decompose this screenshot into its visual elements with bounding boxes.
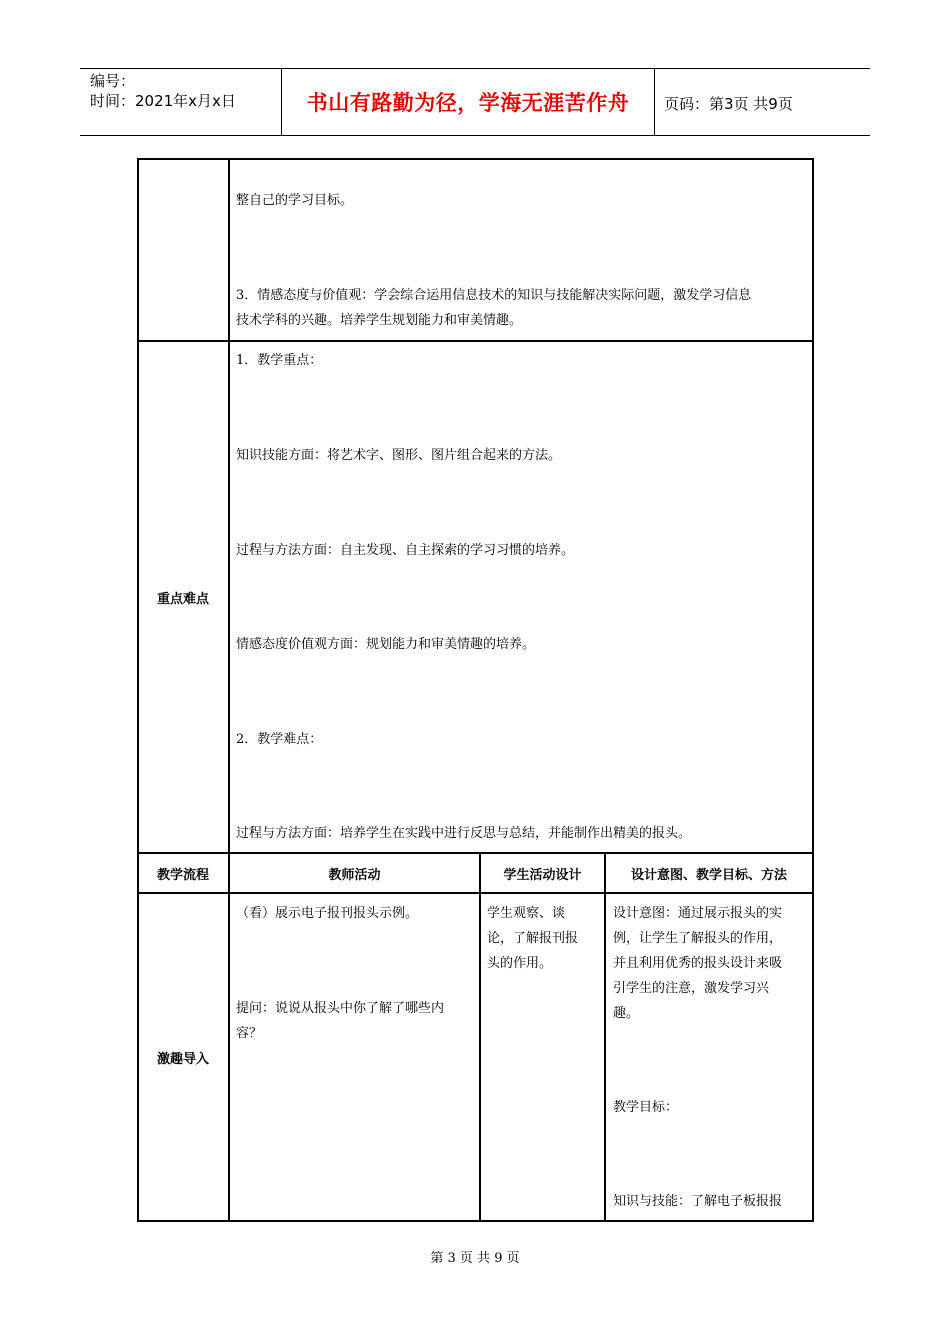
document-time-label: 时间：2021年x月x日	[90, 92, 236, 110]
teacher-activity-2a: 提问：说说从报头中你了解了哪些内	[236, 1001, 445, 1016]
key-points-label: 重点难点	[156, 592, 209, 607]
table-border-top	[137, 158, 814, 160]
col-header-teacher: 教师活动	[328, 868, 381, 883]
key-point-knowledge: 知识技能方面：将艺术字、图形、图片组合起来的方法。	[236, 448, 562, 463]
page-code: 页码：第3页 共9页	[664, 95, 793, 113]
student-activity-1: 学生观察、谈	[487, 906, 566, 921]
teacher-activity-1: （看）展示电子报刊报头示例。	[236, 906, 419, 921]
col-header-design: 设计意图、教学目标、方法	[630, 868, 787, 883]
design-intent-2: 例，让学生了解报头的作用，	[613, 931, 783, 946]
objectives-text-3: 技术学科的兴趣。培养学生规划能力和审美情趣。	[236, 313, 523, 328]
design-intent-5: 趣。	[613, 1006, 640, 1021]
header-divider-right	[654, 68, 655, 136]
design-intent-4: 引学生的注意，激发学习兴	[613, 981, 770, 996]
key-point-process: 过程与方法方面：自主发现、自主探索的学习习惯的培养。	[236, 543, 575, 558]
col-header-student: 学生活动设计	[503, 868, 582, 883]
table-col-divider-2	[479, 852, 481, 1222]
page-footer: 第 3 页 共 9 页	[430, 1251, 520, 1266]
teaching-goal-heading: 教学目标：	[613, 1100, 679, 1115]
student-activity-2: 论，了解报刊报	[487, 931, 579, 946]
table-rule-row1	[137, 340, 814, 342]
intro-label: 激趣导入	[156, 1052, 209, 1067]
key-point-attitude: 情感态度价值观方面：规划能力和审美情趣的培养。	[236, 637, 536, 652]
teacher-activity-2b: 容？	[236, 1026, 263, 1041]
table-rule-row3	[137, 892, 814, 894]
objectives-text-2: 3．情感态度与价值观：学会综合运用信息技术的知识与技能解决实际问题，激发学习信息	[236, 288, 752, 303]
design-intent-3: 并且利用优秀的报头设计来吸	[613, 956, 783, 971]
teaching-goal-knowledge: 知识与技能：了解电子板报报	[613, 1194, 783, 1209]
header-motto: 书山有路勤为径，学海无涯苦作舟	[306, 91, 630, 115]
design-intent-1: 设计意图：通过展示报头的实	[613, 906, 783, 921]
col-header-flow: 教学流程	[156, 868, 209, 883]
lesson-plan-table	[137, 158, 814, 1222]
key-point-heading: 1．教学重点：	[236, 353, 323, 368]
table-rule-row2	[137, 852, 814, 854]
difficulty-heading: 2．教学难点：	[236, 732, 323, 747]
objectives-text-1: 整自己的学习目标。	[236, 193, 354, 208]
table-border-right	[812, 158, 814, 1222]
document-number-label: 编号：	[90, 72, 136, 90]
difficulty-process: 过程与方法方面：培养学生在实践中进行反思与总结，并能制作出精美的报头。	[236, 826, 692, 841]
table-border-bottom	[137, 1220, 814, 1222]
student-activity-3: 头的作用。	[487, 956, 553, 971]
table-col-divider-3	[604, 852, 606, 1222]
